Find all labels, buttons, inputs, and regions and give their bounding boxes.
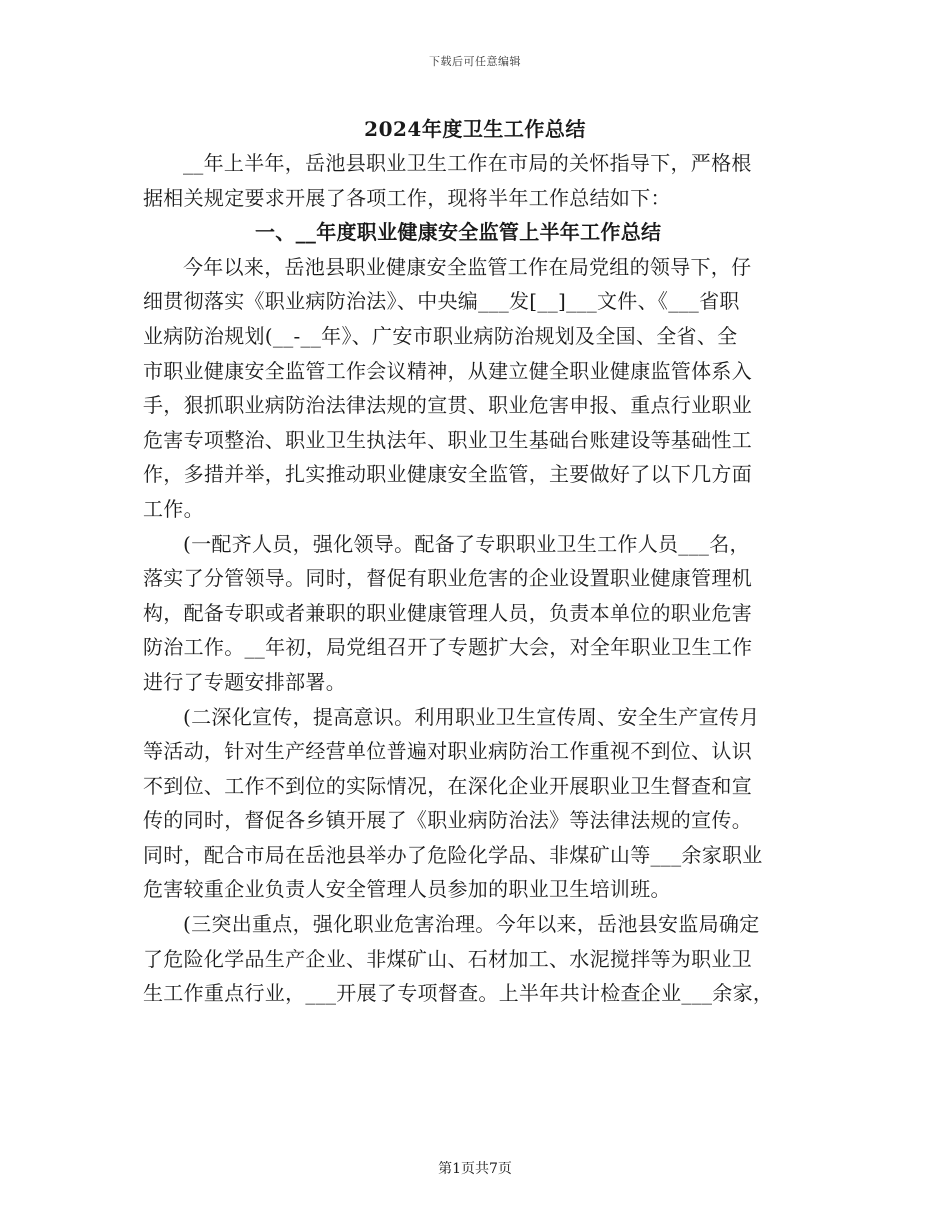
- body-line: 工作。: [143, 496, 204, 521]
- document-title: 2024年度卫生工作总结: [364, 117, 586, 141]
- body-line: 危害较重企业负责人安全管理人员参加的职业卫生培训班。: [143, 877, 671, 902]
- header-note: 下载后可任意编辑: [429, 55, 521, 68]
- body-line: 等活动，针对生产经营单位普遍对职业病防治工作重视不到位、认识: [143, 739, 752, 764]
- body-line: 了危险化学品生产企业、非煤矿山、石材加工、水泥搅拌等为职业卫: [143, 946, 752, 971]
- body-line: 手，狠抓职业病防治法律法规的宣贯、职业危害申报、重点行业职业: [143, 393, 752, 418]
- body-line: 进行了专题安排部署。: [143, 669, 346, 694]
- body-line: 今年以来，岳池县职业健康安全监管工作在局党组的领导下，仔: [183, 254, 752, 279]
- body-line: 同时，配合市局在岳池县举办了危险化学品、非煤矿山等___余家职业: [143, 842, 763, 867]
- body-line: 落实了分管领导。同时，督促有职业危害的企业设置职业健康管理机: [143, 566, 752, 591]
- body-line: 市职业健康安全监管工作会议精神，从建立健全职业健康监管体系入: [143, 358, 752, 383]
- body-line: 防治工作。__年初，局党组召开了专题扩大会，对全年职业卫生工作: [143, 635, 753, 660]
- body-line: (二深化宣传，提高意识。利用职业卫生宣传周、安全生产宣传月: [183, 704, 760, 729]
- body-line: 细贯彻落实《职业病防治法》、中央编___发[__]___文件、《___省职: [143, 289, 740, 314]
- body-line: 生工作重点行业，___开展了专项督查。上半年共计检查企业___余家，: [143, 981, 774, 1006]
- body-line: 业病防治规划(__-__年》、广安市职业病防治规划及全国、全省、全: [143, 323, 738, 348]
- body-line: (三突出重点，强化职业危害治理。今年以来，岳池县安监局确定: [183, 912, 760, 937]
- body-line: 据相关规定要求开展了各项工作，现将半年工作总结如下：: [143, 185, 671, 210]
- section-heading: 一、__年度职业健康安全监管上半年工作总结: [255, 220, 662, 245]
- body-line: 危害专项整治、职业卫生执法年、职业卫生基础台账建设等基础性工: [143, 427, 752, 452]
- body-line: (一配齐人员，强化领导。配备了专职职业卫生工作人员___名，: [183, 531, 750, 556]
- document-body: [143, 146, 807, 1011]
- body-line: 作，多措并举，扎实推动职业健康安全监管，主要做好了以下几方面: [143, 462, 752, 487]
- body-line: __年上半年，岳池县职业卫生工作在市局的关怀指导下，严格根: [183, 151, 752, 175]
- body-line: 构，配备专职或者兼职的职业健康管理人员，负责本单位的职业危害: [143, 600, 752, 625]
- page-number-footer: 第1页共7页: [438, 1161, 512, 1177]
- body-line: 传的同时，督促各乡镇开展了《职业病防治法》等法律法规的宣传。: [143, 808, 752, 833]
- body-line: 不到位、工作不到位的实际情况，在深化企业开展职业卫生督查和宣: [143, 773, 752, 798]
